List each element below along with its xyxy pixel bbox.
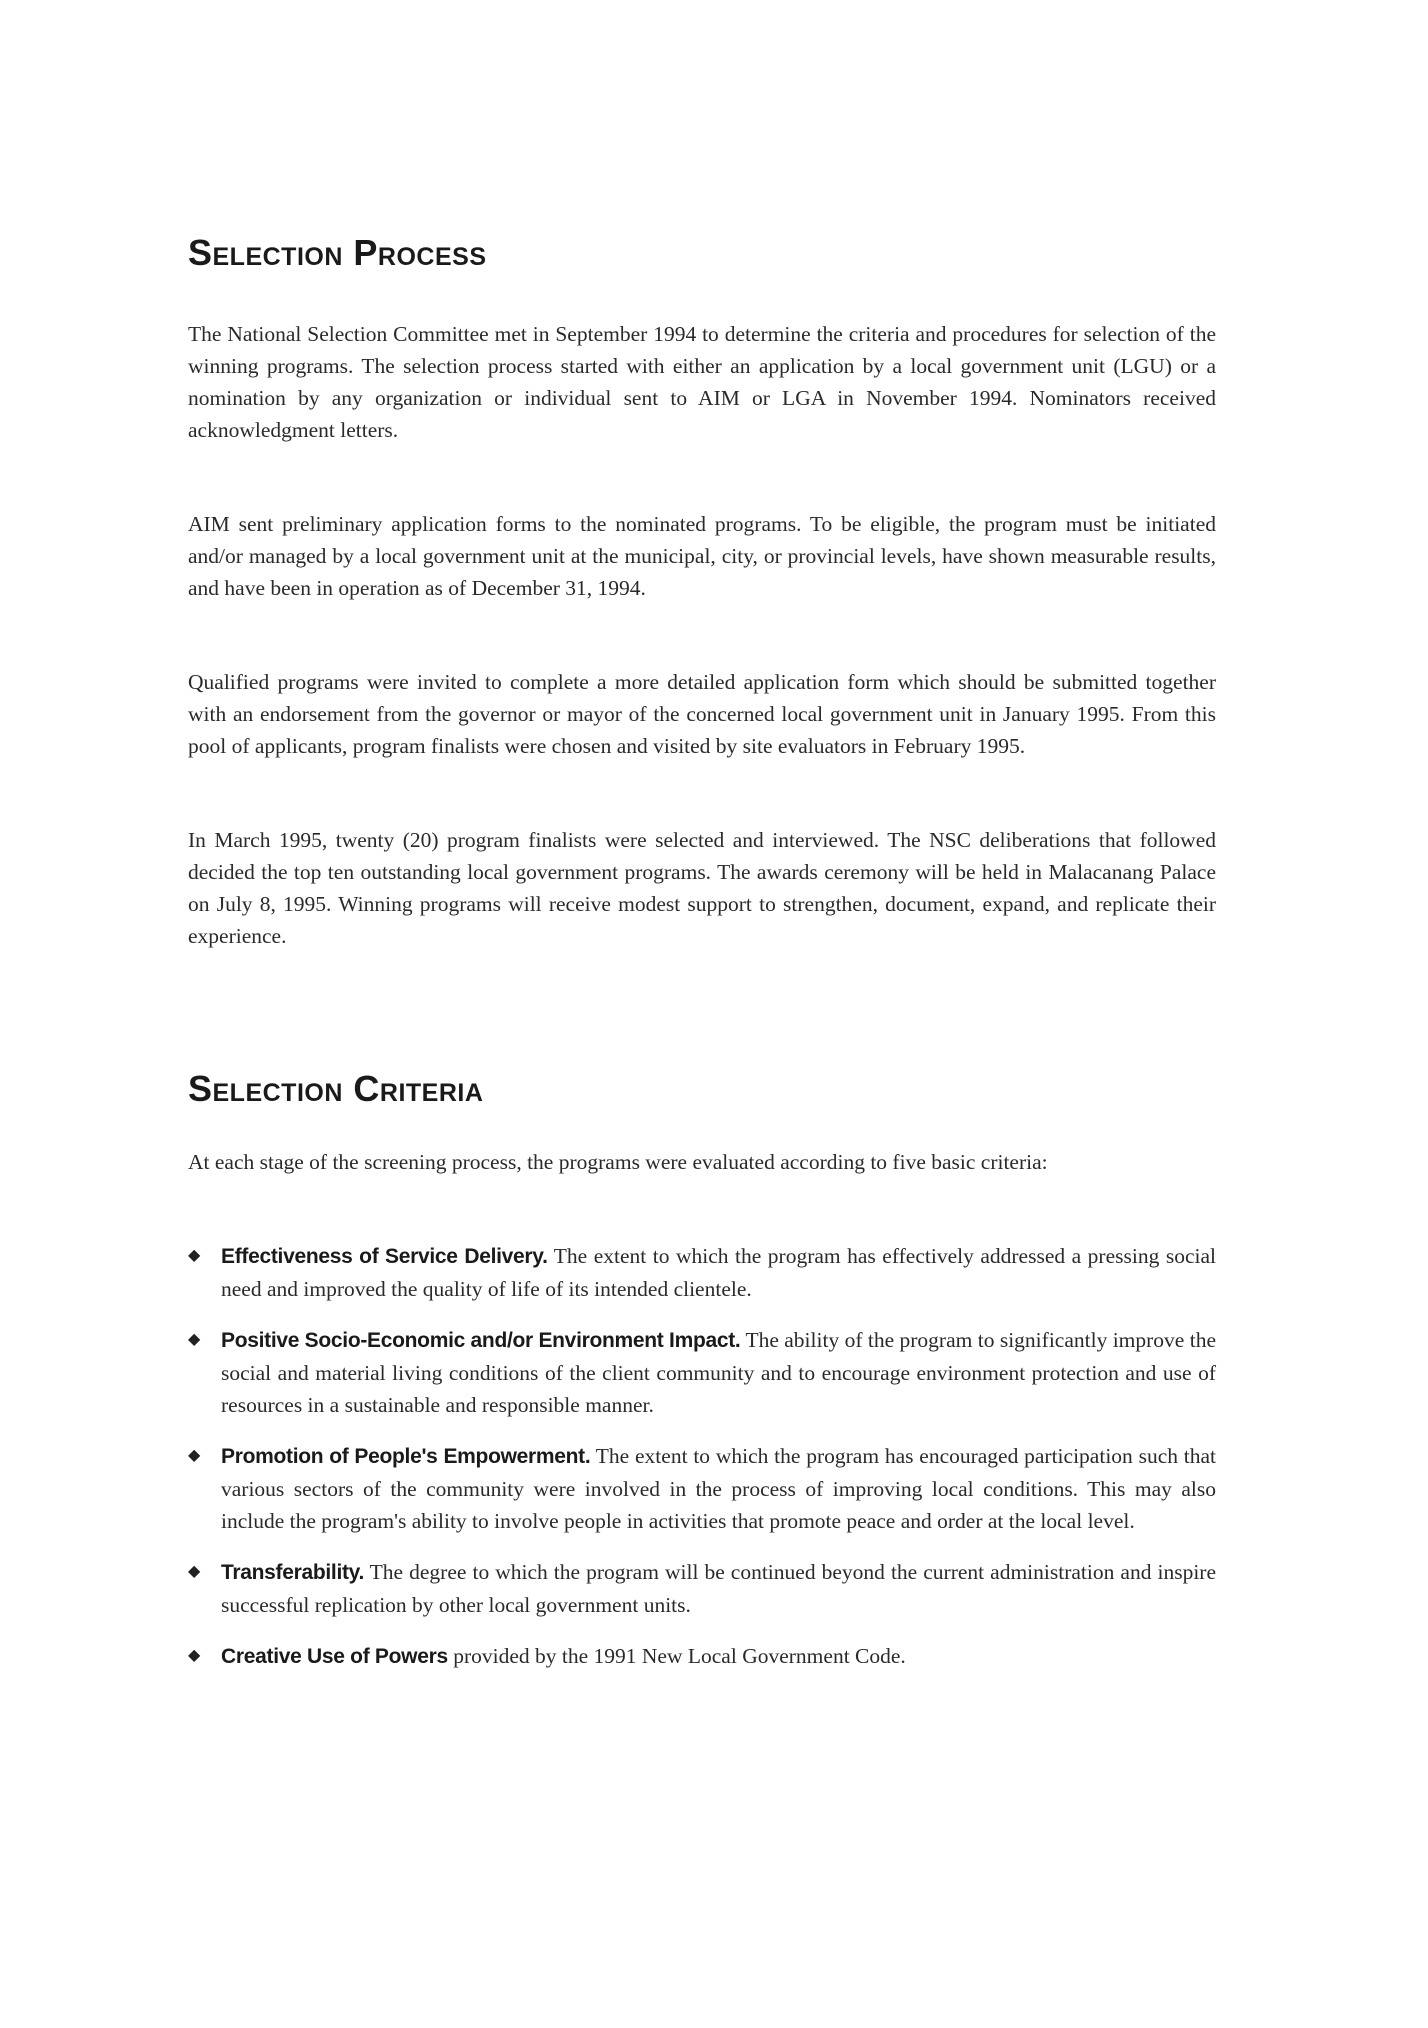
- diamond-bullet-icon: ◆: [188, 1647, 201, 1664]
- criteria-description: provided by the 1991 New Local Government Code.: [447, 1644, 906, 1668]
- process-paragraph-2: AIM sent preliminary application forms to the nominated programs. To be eligible, the program must be initiated and/or managed by a local government unit at the municipal, city, or provincial levels, have shown measurable results, and have been in operation as of December 31, 1994.: [188, 512, 1216, 600]
- criteria-term: Effectiveness of Service Delivery.: [221, 1245, 548, 1268]
- criteria-term: Transferability.: [221, 1561, 365, 1584]
- criteria-item-impact: [188, 1324, 1216, 1421]
- process-paragraph-1: The National Selection Committee met in September 1994 to determine the criteria and procedures for selection of the winning programs. The selection process started with either an application by a local government unit (LGU) or a nomination by any organization or individual sent to AIM or LGA in November 1994. Nominators received acknowledgment letters.: [188, 322, 1216, 442]
- criteria-term: Positive Socio-Economic and/or Environment Impact.: [221, 1329, 741, 1352]
- diamond-bullet-icon: ◆: [188, 1331, 201, 1348]
- criteria-term: Creative Use of Powers: [221, 1645, 448, 1668]
- process-paragraph-4: In March 1995, twenty (20) program finalists were selected and interviewed. The NSC deliberations that followed decided the top ten outstanding local government programs. The awards ceremony will be held in Malacanang Palace on July 8, 1995. Winning programs will receive modest support to strengthen, document, expand, and replicate their experience.: [188, 828, 1216, 948]
- selection-criteria-heading: Selection Criteria: [188, 1068, 484, 1109]
- criteria-description: The extent to which the program has effectively addressed a pressing social need and improved the quality of life of its intended clientele.: [221, 1244, 1216, 1301]
- diamond-bullet-icon: ◆: [188, 1447, 201, 1464]
- criteria-term: Promotion of People's Empowerment.: [221, 1445, 591, 1468]
- criteria-intro-paragraph: At each stage of the screening process, the programs were evaluated according to five basic criteria:: [188, 1150, 1048, 1174]
- selection-process-heading: Selection Process: [188, 232, 487, 273]
- criteria-item-effectiveness: [188, 1240, 1216, 1305]
- criteria-item-creative-use: [188, 1640, 1216, 1673]
- criteria-description: The extent to which the program has encouraged participation such that various sectors of the community were involved in the process of improving local conditions. This may also include the program's ability to involve people in activities that promote peace and order at the local level.: [221, 1444, 1217, 1533]
- diamond-bullet-icon: ◆: [188, 1563, 201, 1580]
- criteria-item-empowerment: [188, 1440, 1216, 1537]
- criteria-description: The ability of the program to significantly improve the social and material living conditions of the client community and to encourage environment protection and use of resources in a sustainable and responsible manner.: [221, 1328, 1217, 1417]
- criteria-list: [188, 1240, 1216, 1692]
- diamond-bullet-icon: ◆: [188, 1247, 201, 1264]
- criteria-item-transferability: [188, 1556, 1216, 1621]
- criteria-description: The degree to which the program will be continued beyond the current administration and inspire successful replication by other local government units.: [221, 1560, 1216, 1617]
- process-paragraph-3: Qualified programs were invited to complete a more detailed application form which should be submitted together with an endorsement from the governor or mayor of the concerned local government unit in January 1995. From this pool of applicants, program finalists were chosen and visited by site evaluators in February 1995.: [188, 670, 1216, 758]
